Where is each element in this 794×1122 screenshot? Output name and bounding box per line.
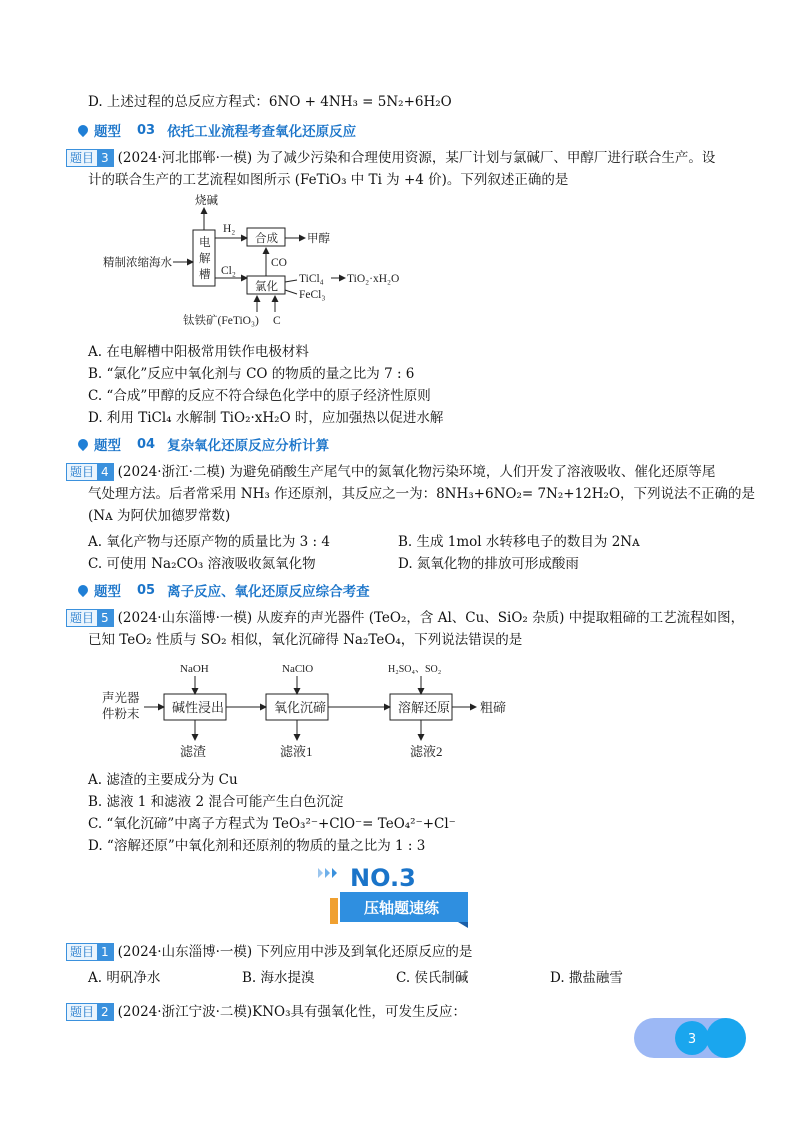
p1-option-d: D. 撒盐融雪 <box>550 970 623 986</box>
question-3-header <box>66 148 715 168</box>
practice-1-text: (2024·山东淄博·一模) 下列应用中涉及到氧化还原反应的是 <box>117 944 473 960</box>
q5-option-b: B. 滤液 1 和滤液 2 混合可能产生白色沉淀 <box>88 794 344 810</box>
product-crude-tellurium: 粗碲 <box>480 700 507 715</box>
question-tag <box>66 463 114 481</box>
question-tag <box>66 943 114 961</box>
page-number-badge <box>634 1018 746 1058</box>
question-4-line2: 气处理方法。后者常采用 NH₃ 作还原剂，其反应之一为：8NH₃+6NO₂= 7N₂+12H₂O，下列说法不正确的是 <box>88 486 756 502</box>
question-5-line1: (2024·山东淄博·一模) 从废弃的声光器件 (TeO₂，含 Al、Cu、SiO₂ 杂质) 中提取粗碲的工艺流程如图， <box>117 610 745 626</box>
step-dissolve-reduce: 溶解还原 <box>398 700 451 715</box>
label-ticl4: TiCl₄ <box>299 273 324 285</box>
q5-option-a: A. 滤渣的主要成分为 Cu <box>88 772 238 788</box>
label-cl2: Cl₂ <box>221 265 236 277</box>
section-title: 依托工业流程考查氧化还原反应 <box>167 124 357 140</box>
input-line-1: 声光器 <box>102 691 140 705</box>
q3-option-c: C. “合成”甲醇的反应不符合绿色化学中的原子经济性原则 <box>88 388 431 404</box>
section-title: 离子反应、氧化还原反应综合考查 <box>167 584 370 600</box>
p1-option-c: C. 侯氏制碱 <box>396 970 469 986</box>
q4-option-a: A. 氧化产物与还原产物的质量比为 3 : 4 <box>88 534 330 550</box>
label-synth: 合成 <box>255 233 278 245</box>
q5-option-c: C. “氧化沉碲”中离子方程式为 TeO₃²⁻+ClO⁻= TeO₄²⁻+Cl⁻ <box>88 816 456 832</box>
label-c: C <box>273 315 281 327</box>
section-header-03 <box>78 120 356 140</box>
reagent-naoh: NaOH <box>180 663 209 675</box>
question-3-line1: (2024·河北邯郸·一模) 为了减少污染和合理使用资源，某厂计划与氯碱厂、甲醇厂进行联合生产。设 <box>117 150 716 166</box>
waste-filtrate-2: 滤液2 <box>410 744 443 759</box>
page-badge-graphic <box>634 1018 746 1058</box>
label-chlor: 氯化 <box>255 281 278 293</box>
location-pin-icon <box>76 437 90 451</box>
label-co: CO <box>271 257 287 269</box>
banner-title: NO.3 <box>350 864 416 892</box>
q4-option-b: B. 生成 1mol 水转移电子的数目为 2Nᴀ <box>398 534 640 550</box>
practice-1-header <box>66 942 472 962</box>
section-header-04 <box>78 434 329 454</box>
q5-option-d: D. “溶解还原”中氧化剂和还原剂的物质的量之比为 1 : 3 <box>88 838 426 854</box>
p1-option-a: A. 明矾净水 <box>88 970 161 986</box>
question-tag-label: 题目 <box>70 1005 95 1019</box>
question-tag <box>66 609 114 627</box>
step-oxidation-precip: 氧化沉碲 <box>274 700 327 715</box>
section-number: 05 <box>137 582 156 598</box>
label-ore: 钛铁矿(FeTiO₃) <box>183 315 259 327</box>
question-5-header <box>66 608 744 628</box>
label-caustic-soda: 烧碱 <box>195 195 218 207</box>
input-line-2: 件粉末 <box>102 707 140 721</box>
page-number: 3 <box>687 1032 697 1047</box>
q3-option-b: B. “氯化”反应中氧化剂与 CO 的物质的量之比为 7 : 6 <box>88 366 415 382</box>
label-cell-2: 解 <box>199 253 211 265</box>
flow-diagram-titanium <box>95 192 525 332</box>
q4-option-c: C. 可使用 Na₂CO₃ 溶液吸收氮氧化物 <box>88 556 316 572</box>
question-tag-label: 题目 <box>70 465 95 479</box>
label-cell-1: 电 <box>199 237 211 249</box>
question-tag-label: 题目 <box>70 945 95 959</box>
question-5-line2: 已知 TeO₂ 性质与 SO₂ 相似，氧化沉碲得 Na₂TeO₄，下列说法错误的是 <box>88 632 523 648</box>
practice-2-text: (2024·浙江宁波·二模)KNO₃具有强氧化性，可发生反应： <box>117 1004 467 1020</box>
question-4-header <box>66 462 715 482</box>
reagent-h2so4-so2: H₂SO₄、SO₂ <box>388 664 442 675</box>
question-number: 5 <box>97 610 113 626</box>
question-4-line1: (2024·浙江·二模) 为避免硝酸生产尾气中的氮氧化物污染环境，人们开发了溶液吸收、催化还原等尾 <box>117 464 716 480</box>
p1-option-b: B. 海水提溴 <box>242 970 315 986</box>
section-title: 复杂氧化还原反应分析计算 <box>167 438 330 454</box>
flow-diagram-tellurium <box>98 654 528 764</box>
section-number: 03 <box>137 122 156 138</box>
location-pin-icon <box>76 583 90 597</box>
section-number: 04 <box>137 436 156 452</box>
prev-option-d: D. 上述过程的总反应方程式：6NO + 4NH₃ = 5N₂+6H₂O <box>88 94 452 110</box>
question-4-line3: (Nᴀ 为阿伏加德罗常数) <box>88 508 231 524</box>
question-tag-label: 题目 <box>70 151 95 165</box>
question-tag <box>66 149 114 167</box>
label-methanol: 甲醇 <box>307 233 330 245</box>
label-tio2: TiO₂·xH₂O <box>347 273 400 285</box>
question-3-line2: 计的联合生产的工艺流程如图所示 (FeTiO₃ 中 Ti 为 +4 价)。下列叙述正确的是 <box>88 172 569 188</box>
q3-option-d: D. 利用 TiCl₄ 水解制 TiO₂·xH₂O 时，应加强热以促进水解 <box>88 410 444 426</box>
q4-option-d: D. 氮氧化物的排放可形成酸雨 <box>398 556 579 572</box>
label-seawater: 精制浓缩海水 <box>103 257 172 269</box>
section-header-05 <box>78 580 370 600</box>
question-number: 4 <box>97 464 113 480</box>
question-number: 2 <box>97 1004 113 1020</box>
question-tag-label: 题目 <box>70 611 95 625</box>
label-h2: H₂ <box>223 223 236 235</box>
location-pin-icon <box>76 123 90 137</box>
label-fecl3: FeCl₃ <box>299 289 326 301</box>
practice-2-header <box>66 1002 466 1022</box>
step-alkaline-leach: 碱性浸出 <box>172 700 225 715</box>
section-banner <box>330 862 470 928</box>
section-label: 题型 <box>94 438 121 454</box>
banner-subtitle: 压轴题速练 <box>364 899 440 917</box>
reagent-naclo: NaClO <box>282 663 314 675</box>
waste-residue: 滤渣 <box>180 744 207 759</box>
question-number: 1 <box>97 944 113 960</box>
question-tag <box>66 1003 114 1021</box>
waste-filtrate-1: 滤液1 <box>280 744 313 759</box>
section-label: 题型 <box>94 124 121 140</box>
section-label: 题型 <box>94 584 121 600</box>
question-number: 3 <box>97 150 113 166</box>
q3-option-a: A. 在电解槽中阳极常用铁作电极材料 <box>88 344 309 360</box>
banner-dots-icon <box>318 868 340 878</box>
label-cell-3: 槽 <box>199 269 211 281</box>
banner-graphic <box>330 862 470 928</box>
